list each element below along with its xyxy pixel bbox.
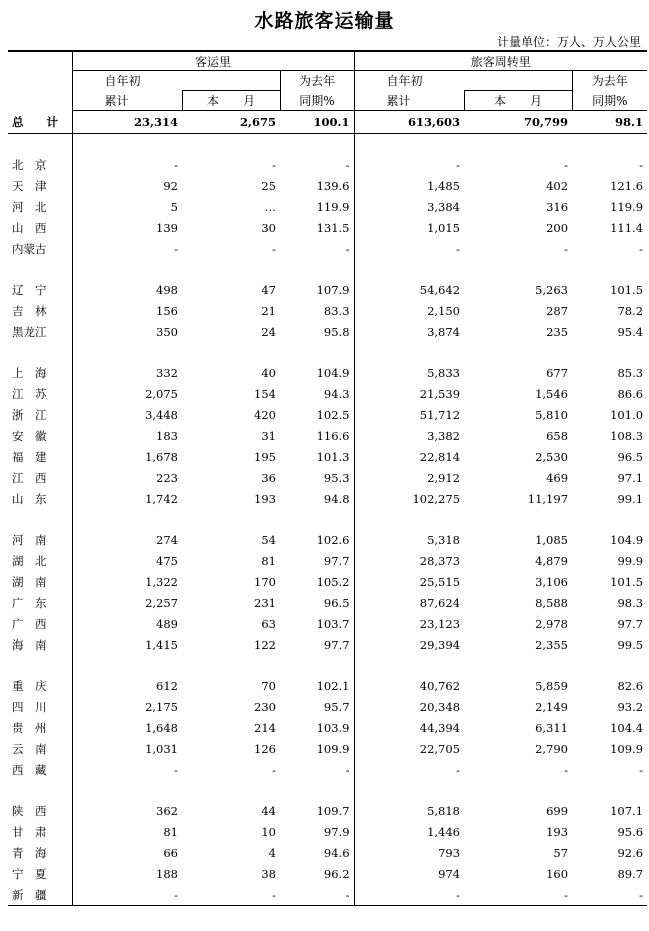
total-value: 70,799 <box>464 111 572 134</box>
header-ytd-bottom-2: 累计 <box>354 91 464 111</box>
cell-value: 1,678 <box>72 446 182 467</box>
cell-value: 38 <box>261 866 276 881</box>
cell-value: 82.6 <box>617 678 644 693</box>
region-name: 山 东 <box>12 491 47 506</box>
cell-value: 223 <box>72 467 182 488</box>
cell-value: 1,031 <box>72 738 182 759</box>
cell-value: 287 <box>546 303 569 318</box>
cell-value: 5,859 <box>535 678 569 693</box>
cell-value: 40 <box>261 365 276 380</box>
cell-value: 131.5 <box>316 220 350 235</box>
cell-value: 21 <box>261 303 276 318</box>
total-value: 98.1 <box>572 111 647 134</box>
cell-value: 188 <box>72 863 182 884</box>
cell-value: 170 <box>254 574 276 589</box>
header-month-1: 本 月 <box>182 91 280 111</box>
total-value: 2,675 <box>182 111 280 134</box>
cell-value: 2,175 <box>72 696 182 717</box>
cell-value: 97.9 <box>323 824 350 839</box>
table-row <box>8 238 647 259</box>
header-month-2: 本 月 <box>464 91 572 111</box>
cell-value: 154 <box>254 386 276 401</box>
cell-value: 21,539 <box>354 383 464 404</box>
table-row <box>8 362 647 383</box>
table-row <box>8 884 647 906</box>
region-name: 贵 州 <box>12 720 47 735</box>
region-name: 重 庆 <box>12 678 47 693</box>
cell-value: 101.3 <box>316 449 350 464</box>
cell-value: 1,546 <box>535 386 569 401</box>
header-yoy-bottom-1: 同期% <box>280 91 354 111</box>
cell-value: 96.5 <box>617 449 644 464</box>
total-value: 100.1 <box>280 111 354 134</box>
cell-value: 94.8 <box>323 491 350 506</box>
table-row <box>8 842 647 863</box>
table-row <box>8 613 647 634</box>
cell-value: 54,642 <box>354 279 464 300</box>
cell-value: 107.9 <box>316 282 350 297</box>
region-name: 陕 西 <box>12 803 47 818</box>
cell-value: - <box>564 241 569 256</box>
table-row <box>8 592 647 613</box>
table-row <box>8 800 647 821</box>
cell-value: 63 <box>261 616 276 631</box>
cell-value: 402 <box>546 178 569 193</box>
cell-value: - <box>272 241 276 256</box>
table-row <box>8 717 647 738</box>
header-yoy-top-1: 为去年 <box>280 71 354 91</box>
cell-value: 30 <box>261 220 276 235</box>
region-name: 安 徽 <box>12 428 47 443</box>
region-name: 浙 江 <box>12 407 47 422</box>
cell-value: 200 <box>546 220 569 235</box>
cell-value: 51,712 <box>354 404 464 425</box>
cell-value: 122 <box>254 637 276 652</box>
table-row <box>8 571 647 592</box>
cell-value: 24 <box>261 324 276 339</box>
table-row <box>8 300 647 321</box>
table-row <box>8 175 647 196</box>
cell-value: 95.7 <box>323 699 350 714</box>
total-value: 23,314 <box>72 111 182 134</box>
cell-value: 44 <box>261 803 276 818</box>
cell-value: 5,318 <box>354 529 464 550</box>
page-title: 水路旅客运输量 <box>254 10 395 32</box>
cell-value: - <box>280 884 354 906</box>
cell-value: 89.7 <box>617 866 644 881</box>
cell-value: 316 <box>546 199 569 214</box>
region-name: 云 南 <box>12 741 47 756</box>
table-row <box>8 634 647 655</box>
cell-value: - <box>345 157 350 172</box>
table-row <box>8 488 647 509</box>
cell-value: 489 <box>72 613 182 634</box>
group-spacer <box>8 259 647 279</box>
table-row <box>8 759 647 780</box>
table-row <box>8 821 647 842</box>
cell-value: 47 <box>261 282 276 297</box>
region-name: 四 川 <box>12 699 47 714</box>
region-name: 海 南 <box>12 637 47 652</box>
cell-value: 160 <box>546 866 569 881</box>
header-yoy-top-2: 为去年 <box>572 71 647 91</box>
cell-value: 81 <box>72 821 182 842</box>
region-name: 吉 林 <box>12 303 47 318</box>
cell-value: 362 <box>72 800 182 821</box>
cell-value: 54 <box>261 532 276 547</box>
cell-value: 699 <box>546 803 569 818</box>
cell-value: 102.6 <box>316 532 350 547</box>
group-spacer <box>8 134 647 155</box>
cell-value: 86.6 <box>617 386 644 401</box>
cell-value: - <box>345 762 350 777</box>
table-row <box>8 404 647 425</box>
cell-value: 101.5 <box>610 282 644 297</box>
cell-value: 475 <box>72 550 182 571</box>
cell-value: 2,355 <box>535 637 569 652</box>
table-row <box>8 425 647 446</box>
group-spacer <box>8 509 647 529</box>
table-row <box>8 196 647 217</box>
cell-value: 231 <box>254 595 276 610</box>
table-row <box>8 217 647 238</box>
cell-value: 139.6 <box>316 178 350 193</box>
cell-value: 111.4 <box>610 220 644 235</box>
cell-value: - <box>72 884 182 906</box>
header-yoy-bottom-2: 同期% <box>572 91 647 111</box>
cell-value: 230 <box>254 699 276 714</box>
cell-value: 92 <box>72 175 182 196</box>
cell-value: 25,515 <box>354 571 464 592</box>
region-name: 上 海 <box>12 365 47 380</box>
cell-value: 109.9 <box>610 741 644 756</box>
cell-value: - <box>639 157 644 172</box>
cell-value: 1,415 <box>72 634 182 655</box>
cell-value: 658 <box>546 428 569 443</box>
cell-value: 23,123 <box>354 613 464 634</box>
cell-value: 93.2 <box>617 699 644 714</box>
cell-value: 57 <box>553 845 569 860</box>
table-row <box>8 279 647 300</box>
cell-value: 94.3 <box>323 386 350 401</box>
cell-value: 156 <box>72 300 182 321</box>
cell-value: 109.9 <box>316 741 350 756</box>
cell-value: 119.9 <box>610 199 644 214</box>
cell-value: … <box>264 199 276 214</box>
cell-value: 70 <box>261 678 276 693</box>
cell-value: 420 <box>254 407 276 422</box>
cell-value: 1,485 <box>354 175 464 196</box>
region-name: 宁 夏 <box>12 866 47 881</box>
cell-value: 87,624 <box>354 592 464 613</box>
table-row <box>8 383 647 404</box>
cell-value: - <box>272 157 276 172</box>
cell-value: - <box>572 884 647 906</box>
cell-value: 105.2 <box>316 574 350 589</box>
cell-value: 469 <box>546 470 569 485</box>
cell-value: 20,348 <box>354 696 464 717</box>
cell-value: 793 <box>354 842 464 863</box>
header-ytd-top-2: 自年初 <box>354 71 572 91</box>
cell-value: 104.9 <box>610 532 644 547</box>
table-row <box>8 529 647 550</box>
cell-value: 96.5 <box>323 595 350 610</box>
cell-value: 2,912 <box>354 467 464 488</box>
cell-value: 3,384 <box>354 196 464 217</box>
cell-value: 22,814 <box>354 446 464 467</box>
group-spacer <box>8 780 647 800</box>
cell-value: 2,149 <box>535 699 569 714</box>
cell-value: - <box>564 157 569 172</box>
cell-value: 11,197 <box>527 491 569 506</box>
cell-value: 2,790 <box>535 741 569 756</box>
cell-value: 8,588 <box>535 595 569 610</box>
cell-value: 31 <box>261 428 276 443</box>
cell-value: 121.6 <box>610 178 644 193</box>
total-value: 613,603 <box>354 111 464 134</box>
cell-value: 235 <box>546 324 569 339</box>
table-row <box>8 738 647 759</box>
cell-value: 1,446 <box>354 821 464 842</box>
table-row <box>8 154 647 175</box>
cell-value: 2,150 <box>354 300 464 321</box>
total-label: 总 计 <box>8 111 72 134</box>
cell-value: 99.9 <box>617 553 644 568</box>
cell-value: 44,394 <box>354 717 464 738</box>
cell-value: 40,762 <box>354 675 464 696</box>
cell-value: 195 <box>254 449 276 464</box>
unit-label: 计量单位：万人、万人公里 <box>496 35 641 49</box>
cell-value: 2,530 <box>535 449 569 464</box>
header-ytd-top-1: 自年初 <box>72 71 280 91</box>
table-row <box>8 467 647 488</box>
cell-value: 29,394 <box>354 634 464 655</box>
table-row <box>8 446 647 467</box>
cell-value: 95.8 <box>323 324 350 339</box>
cell-value: - <box>464 884 572 906</box>
cell-value: 274 <box>72 529 182 550</box>
cell-value: 116.6 <box>316 428 350 443</box>
cell-value: - <box>639 241 644 256</box>
cell-value: 1,648 <box>72 717 182 738</box>
cell-value: - <box>72 759 182 780</box>
cell-value: - <box>345 241 350 256</box>
cell-value: 214 <box>254 720 276 735</box>
region-name: 山 西 <box>12 220 47 235</box>
cell-value: 92.6 <box>617 845 644 860</box>
cell-value: 99.1 <box>617 491 644 506</box>
cell-value: 139 <box>72 217 182 238</box>
cell-value: 1,085 <box>535 532 569 547</box>
cell-value: 193 <box>254 491 276 506</box>
cell-value: 108.3 <box>610 428 644 443</box>
cell-value: 2,075 <box>72 383 182 404</box>
cell-value: - <box>72 238 182 259</box>
cell-value: 3,382 <box>354 425 464 446</box>
cell-value: 95.3 <box>323 470 350 485</box>
cell-value: 66 <box>72 842 182 863</box>
cell-value: 5,833 <box>354 362 464 383</box>
cell-value: 126 <box>254 741 276 756</box>
passenger-table <box>8 50 647 906</box>
table-row <box>8 550 647 571</box>
cell-value: 103.7 <box>316 616 350 631</box>
cell-value: 193 <box>546 824 569 839</box>
cell-value: 1,322 <box>72 571 182 592</box>
cell-value: 6,311 <box>535 720 569 735</box>
cell-value: - <box>354 759 464 780</box>
cell-value: 97.7 <box>617 616 644 631</box>
header-group-passengers: 客运里 <box>72 51 354 71</box>
cell-value: - <box>272 762 276 777</box>
cell-value: 99.5 <box>617 637 644 652</box>
cell-value: 4 <box>268 845 276 860</box>
table-row <box>8 675 647 696</box>
cell-value: 498 <box>72 279 182 300</box>
table-body <box>8 111 647 906</box>
cell-value: 3,448 <box>72 404 182 425</box>
cell-value: 5,810 <box>535 407 569 422</box>
cell-value: 22,705 <box>354 738 464 759</box>
region-name: 河 北 <box>12 199 47 214</box>
cell-value: - <box>182 884 280 906</box>
cell-value: 3,874 <box>354 321 464 342</box>
group-spacer <box>8 342 647 362</box>
cell-value: 102,275 <box>354 488 464 509</box>
cell-value: 1,742 <box>72 488 182 509</box>
cell-value: 350 <box>72 321 182 342</box>
region-name: 西 藏 <box>12 762 47 777</box>
region-name: 福 建 <box>12 449 47 464</box>
cell-value: 96.2 <box>323 866 350 881</box>
cell-value: 103.9 <box>316 720 350 735</box>
cell-value: 83.3 <box>323 303 350 318</box>
cell-value: 25 <box>261 178 276 193</box>
cell-value: 2,257 <box>72 592 182 613</box>
cell-value: 612 <box>72 675 182 696</box>
cell-value: 85.3 <box>617 365 644 380</box>
cell-value: 78.2 <box>617 303 644 318</box>
cell-value: - <box>639 762 644 777</box>
header-group-turnover: 旅客周转里 <box>354 51 647 71</box>
table-row <box>8 863 647 884</box>
region-name: 江 西 <box>12 470 47 485</box>
cell-value: 36 <box>261 470 276 485</box>
cell-value: 101.5 <box>610 574 644 589</box>
region-name: 江 苏 <box>12 386 47 401</box>
region-name: 湖 北 <box>12 553 47 568</box>
cell-value: 5 <box>72 196 182 217</box>
region-name: 广 西 <box>12 616 47 631</box>
cell-value: 107.1 <box>610 803 644 818</box>
cell-value: 2,978 <box>535 616 569 631</box>
region-name: 湖 南 <box>12 574 47 589</box>
cell-value: 94.6 <box>323 845 350 860</box>
total-row <box>8 111 647 134</box>
cell-value: - <box>72 154 182 175</box>
cell-value: 10 <box>261 824 276 839</box>
region-name: 河 南 <box>12 532 47 547</box>
region-name: 广 东 <box>12 595 47 610</box>
region-name: 甘 肃 <box>12 824 47 839</box>
header-ytd-bottom-1: 累计 <box>72 91 182 111</box>
group-spacer <box>8 655 647 675</box>
header-region-cell <box>8 51 72 111</box>
region-name: 内蒙古 <box>12 241 47 256</box>
cell-value: 677 <box>546 365 569 380</box>
cell-value: 101.0 <box>610 407 644 422</box>
table-row <box>8 321 647 342</box>
region-name: 天 津 <box>12 178 47 193</box>
region-name: 北 京 <box>12 157 47 172</box>
cell-value: 3,106 <box>535 574 569 589</box>
cell-value: 97.7 <box>323 637 350 652</box>
cell-value: 95.6 <box>617 824 644 839</box>
cell-value: 97.7 <box>323 553 350 568</box>
cell-value: - <box>354 884 464 906</box>
cell-value: 5,818 <box>354 800 464 821</box>
cell-value: - <box>354 238 464 259</box>
cell-value: 81 <box>261 553 276 568</box>
region-name: 辽 宁 <box>12 282 47 297</box>
cell-value: 28,373 <box>354 550 464 571</box>
region-name: 黑龙江 <box>12 324 47 339</box>
cell-value: 1,015 <box>354 217 464 238</box>
cell-value: 102.5 <box>316 407 350 422</box>
cell-value: 4,879 <box>535 553 569 568</box>
cell-value: 102.1 <box>316 678 350 693</box>
cell-value: 974 <box>354 863 464 884</box>
cell-value: 98.3 <box>617 595 644 610</box>
cell-value: 183 <box>72 425 182 446</box>
region-name: 青 海 <box>12 845 47 860</box>
cell-value: 104.9 <box>316 365 350 380</box>
cell-value: 5,263 <box>535 282 569 297</box>
cell-value: 119.9 <box>316 199 350 214</box>
cell-value: 332 <box>72 362 182 383</box>
cell-value: - <box>564 762 569 777</box>
cell-value: 95.4 <box>617 324 644 339</box>
table-row <box>8 696 647 717</box>
cell-value: - <box>354 154 464 175</box>
cell-value: 97.1 <box>617 470 644 485</box>
cell-value: 104.4 <box>610 720 644 735</box>
region-name: 新 疆 <box>8 884 72 906</box>
cell-value: 109.7 <box>316 803 350 818</box>
